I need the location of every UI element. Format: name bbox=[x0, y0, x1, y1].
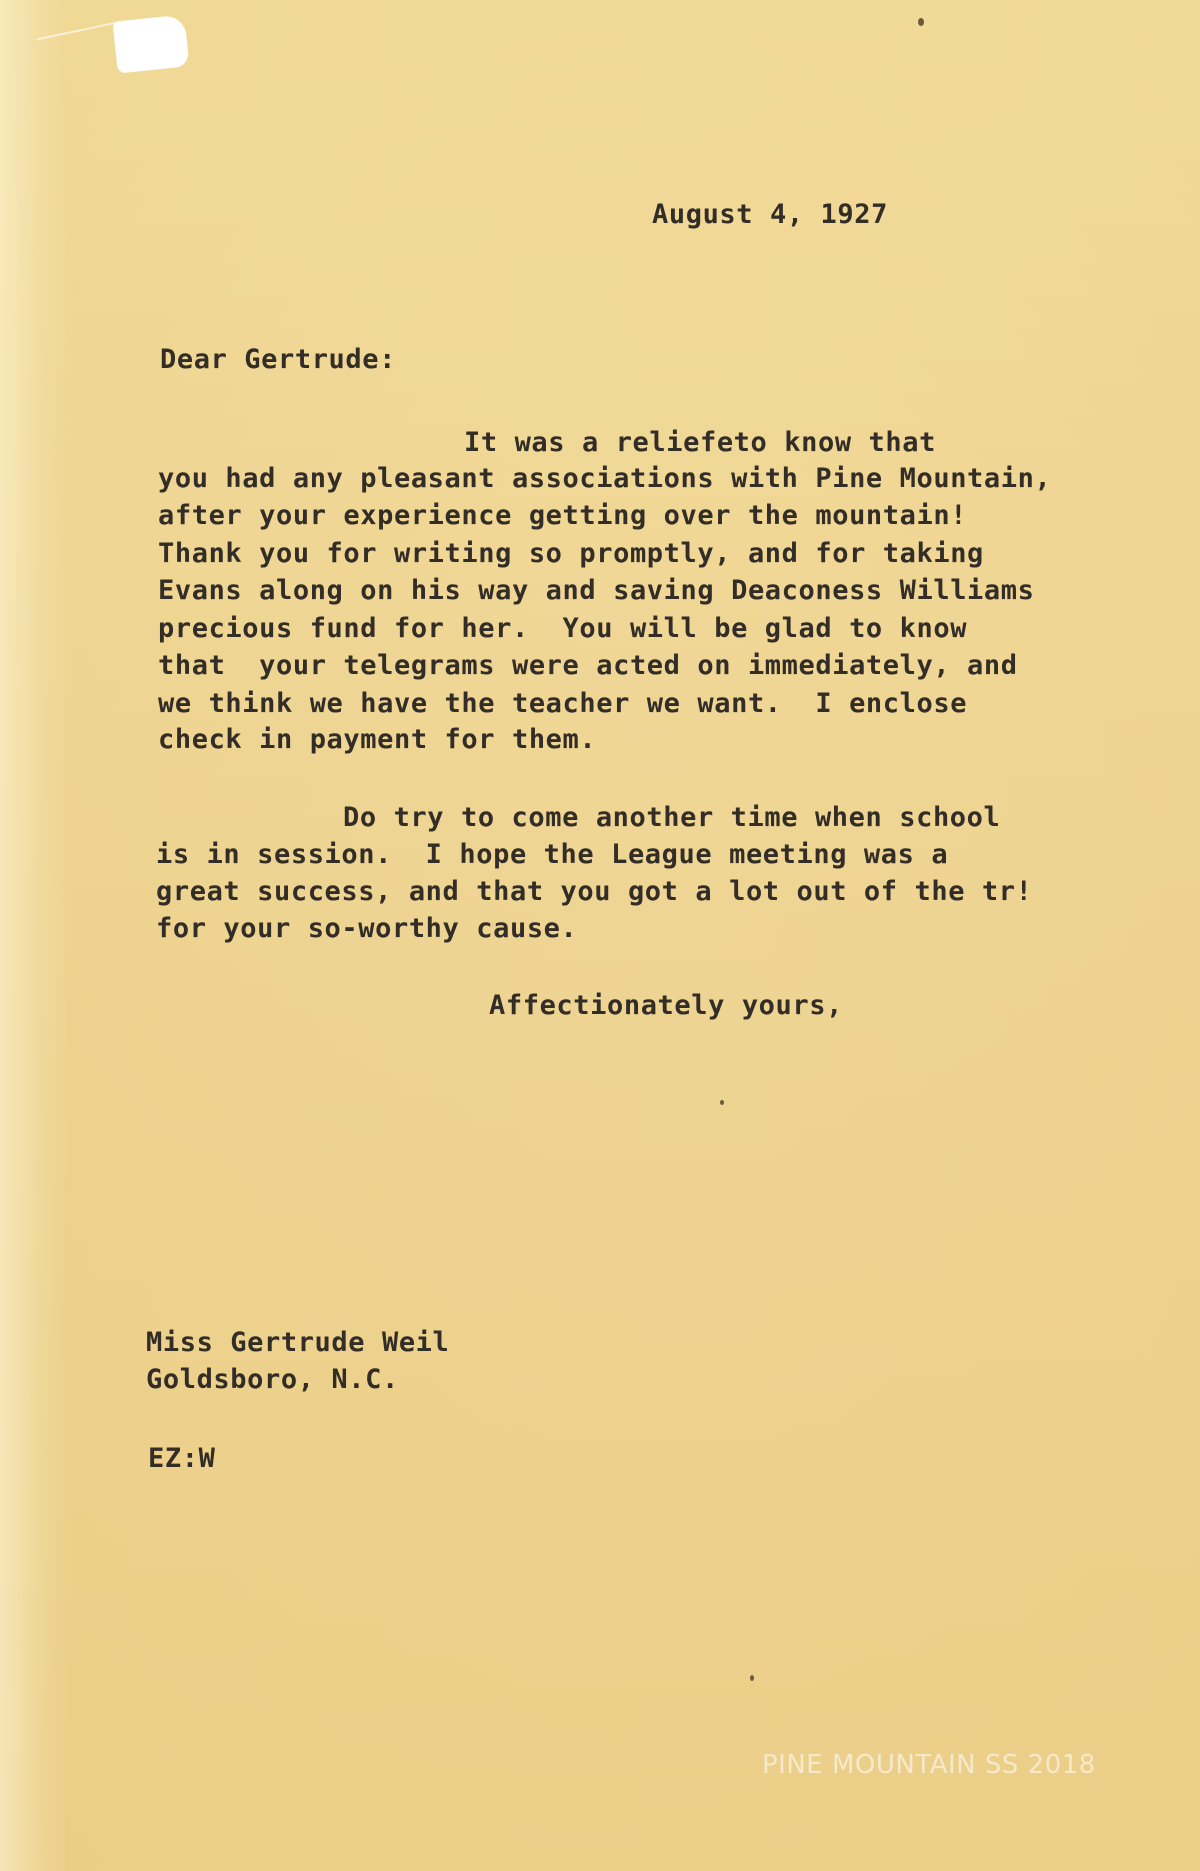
archive-watermark: PINE MOUNTAIN SS 2018 bbox=[762, 1750, 1096, 1780]
paper-speck bbox=[750, 1675, 754, 1681]
torn-corner bbox=[112, 14, 189, 73]
paragraph-line: Thank you for writing so promptly, and for taking bbox=[158, 538, 984, 569]
paragraph-line: you had any pleasant associations with Pine Mountain, bbox=[158, 463, 1052, 494]
paragraph-line: Evans along on his way and saving Deaconess Williams bbox=[158, 575, 1035, 606]
paper-speck bbox=[720, 1100, 724, 1105]
paragraph-line: that your telegrams were acted on immediately, and bbox=[158, 650, 1018, 681]
reference-initials: EZ:W bbox=[148, 1443, 216, 1474]
paragraph-line: after your experience getting over the mountain! bbox=[158, 500, 968, 531]
paragraph-line: for your so-worthy cause. bbox=[156, 913, 578, 944]
paragraph-line: Do try to come another time when school bbox=[343, 802, 1001, 833]
salutation: Dear Gertrude: bbox=[160, 344, 396, 375]
paper-edge bbox=[0, 0, 70, 1871]
recipient-city: Goldsboro, N.C. bbox=[146, 1364, 399, 1395]
paragraph-line: It was a reliefeto know that bbox=[464, 427, 936, 458]
recipient-name: Miss Gertrude Weil bbox=[146, 1327, 450, 1358]
paper-speck bbox=[918, 18, 924, 26]
paragraph-line: great success, and that you got a lot out of the tr! bbox=[156, 876, 1033, 907]
paragraph-line: we think we have the teacher we want. I enclose bbox=[158, 688, 968, 719]
closing: Affectionately yours, bbox=[489, 990, 843, 1021]
paragraph-line: check in payment for them. bbox=[158, 724, 597, 755]
paragraph-line: precious fund for her. You will be glad to know bbox=[158, 613, 968, 644]
paragraph-line: is in session. I hope the League meeting was a bbox=[156, 839, 949, 870]
letter-date: August 4, 1927 bbox=[652, 199, 888, 230]
